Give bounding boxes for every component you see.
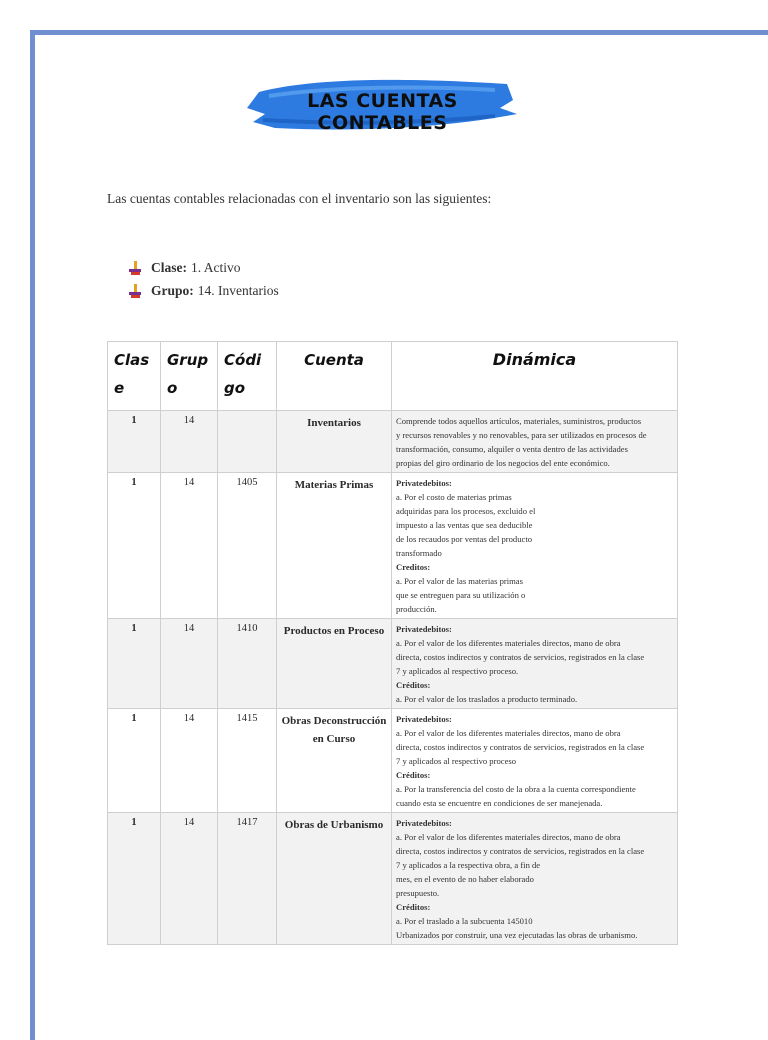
cell-dinamica — [392, 473, 678, 619]
cell-grupo: 14 — [161, 473, 218, 619]
creditos-label: Créditos: — [396, 680, 431, 690]
debitos-line: directa, costos indirectos y contratos de servicios, registrados en la clase — [396, 742, 645, 752]
pointing-hand-icon — [127, 260, 143, 276]
creditos-line: producción. — [396, 604, 437, 614]
cell-codigo: 1415 — [218, 709, 277, 813]
table-row — [108, 813, 678, 945]
dinamica-line: y recursos renovables y no renovables, para ser utilizados en procesos de — [396, 430, 647, 440]
table-body — [108, 411, 678, 945]
table-header-row — [108, 342, 678, 411]
debitos-line: a. Por el valor de los diferentes materiales directos, mano de obra — [396, 728, 621, 738]
creditos-label: Créditos: — [396, 902, 431, 912]
debitos-line: impuesto a las ventas que sea deducible — [396, 520, 533, 530]
creditos-line: a. Por el valor de los traslados a producto terminado. — [396, 694, 578, 704]
bullet-value: 1. Activo — [191, 259, 241, 275]
cell-cuenta: Obras Deconstrucción en Curso — [277, 709, 392, 813]
header-grupo: Grupo — [161, 342, 218, 411]
debitos-line: 7 y aplicados al respectivo proceso — [396, 756, 517, 766]
accounts-table — [107, 341, 678, 945]
title-banner — [245, 70, 520, 135]
cell-dinamica — [392, 813, 678, 945]
creditos-line: Urbanizados por construir, una vez ejecutadas las obras de urbanismo. — [396, 930, 638, 940]
cell-codigo: 1417 — [218, 813, 277, 945]
cell-clase: 1 — [108, 411, 161, 473]
debitos-line: 7 y aplicados al respectivo proceso. — [396, 666, 519, 676]
creditos-label: Créditos: — [396, 770, 431, 780]
debitos-label: Privatedebitos: — [396, 714, 452, 724]
pointing-hand-icon — [127, 283, 143, 299]
table-row — [108, 473, 678, 619]
bullet-grupo — [127, 279, 279, 302]
bullet-label: Clase: — [151, 259, 187, 275]
debitos-line: de los recaudos por ventas del producto — [396, 534, 533, 544]
page-title: LAS CUENTAS CONTABLES — [307, 90, 458, 134]
debitos-line: a. Por el valor de los diferentes materiales directos, mano de obra — [396, 638, 621, 648]
debitos-line: transformado — [396, 548, 442, 558]
debitos-label: Privatedebitos: — [396, 478, 452, 488]
cell-dinamica — [392, 411, 678, 473]
debitos-label: Privatedebitos: — [396, 818, 452, 828]
cell-codigo — [218, 411, 277, 473]
header-clase: Clase — [108, 342, 161, 411]
creditos-line: cuando esta se encuentre en condiciones de ser manejenada. — [396, 798, 603, 808]
header-dinamica: Dinámica — [392, 342, 678, 411]
cell-dinamica — [392, 619, 678, 709]
bullet-label: Grupo: — [151, 282, 194, 298]
debitos-line: a. Por el costo de materias primas — [396, 492, 512, 502]
cell-grupo: 14 — [161, 619, 218, 709]
cell-grupo: 14 — [161, 813, 218, 945]
dinamica-line: Comprende todos aquellos artículos, materiales, suministros, productos — [396, 416, 642, 426]
debitos-line: adquiridas para los procesos, excluido el — [396, 506, 536, 516]
dinamica-line: propias del giro ordinario de los negocios del ente económico. — [396, 458, 610, 468]
cell-grupo: 14 — [161, 411, 218, 473]
intro-text: Las cuentas contables relacionadas con el inventario son las siguientes: — [107, 191, 492, 206]
debitos-line: directa, costos indirectos y contratos de servicios, registrados en la clase — [396, 846, 645, 856]
cell-clase: 1 — [108, 709, 161, 813]
debitos-label: Privatedebitos: — [396, 624, 452, 634]
debitos-line: mes, en el evento de no haber elaborado — [396, 874, 534, 884]
bullet-value: 14. Inventarios — [197, 282, 279, 298]
debitos-line: presupuesto. — [396, 888, 440, 898]
header-codigo: Código — [218, 342, 277, 411]
creditos-line: que se entreguen para su utilización o — [396, 590, 526, 600]
debitos-line: directa, costos indirectos y contratos de servicios, registrados en la clase — [396, 652, 645, 662]
header-cuenta: Cuenta — [277, 342, 392, 411]
table-row — [108, 411, 678, 473]
cell-cuenta: Productos en Proceso — [277, 619, 392, 709]
table-row — [108, 709, 678, 813]
cell-cuenta: Obras de Urbanismo — [277, 813, 392, 945]
dinamica-line: transformación, consumo, alquiler o venta dentro de las actividades — [396, 444, 628, 454]
cell-clase: 1 — [108, 813, 161, 945]
bullet-list — [127, 256, 279, 302]
cell-clase: 1 — [108, 473, 161, 619]
cell-codigo: 1410 — [218, 619, 277, 709]
cell-grupo: 14 — [161, 709, 218, 813]
cell-dinamica — [392, 709, 678, 813]
creditos-label: Creditos: — [396, 562, 431, 572]
creditos-line: a. Por la transferencia del costo de la obra a la cuenta correspondiente — [396, 784, 636, 794]
cell-clase: 1 — [108, 619, 161, 709]
cell-codigo: 1405 — [218, 473, 277, 619]
debitos-line: 7 y aplicados a la respectiva obra, a fin de — [396, 860, 541, 870]
cell-cuenta: Inventarios — [277, 411, 392, 473]
debitos-line: a. Por el valor de los diferentes materiales directos, mano de obra — [396, 832, 621, 842]
bullet-clase — [127, 256, 279, 279]
cell-cuenta: Materias Primas — [277, 473, 392, 619]
creditos-line: a. Por el valor de las materias primas — [396, 576, 523, 586]
table-row — [108, 619, 678, 709]
creditos-line: a. Por el traslado a la subcuenta 145010 — [396, 916, 533, 926]
